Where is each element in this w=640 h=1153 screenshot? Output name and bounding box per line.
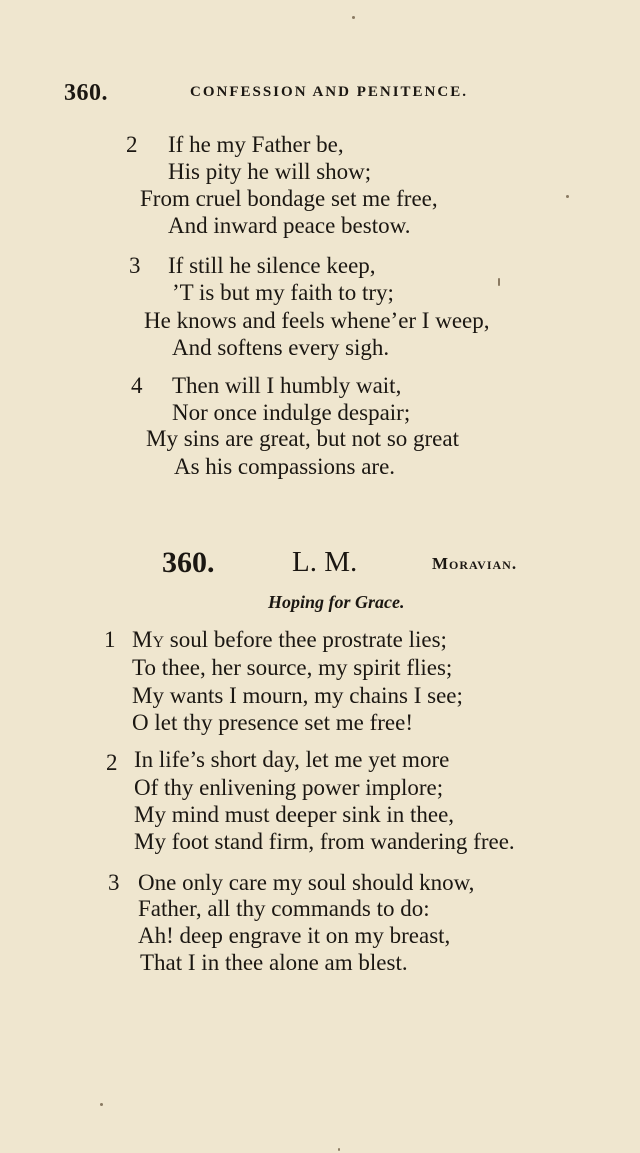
verse-line: To thee, her source, my spirit flies; [132, 655, 453, 680]
verse-line: Then will I humbly wait, [172, 373, 402, 398]
hymn-number: 360. [162, 546, 215, 579]
stanza-number: 1 [104, 627, 116, 652]
verse-line: My mind must deeper sink in thee, [134, 802, 455, 827]
running-title: CONFESSION AND PENITENCE. [190, 84, 468, 100]
stanza-number: 3 [108, 870, 120, 895]
verse-line: As his compassions are. [174, 454, 396, 479]
hymn-subtitle: Hoping for Grace. [268, 592, 405, 612]
verse-line: One only care my soul should know, [138, 870, 475, 895]
stanza-number: 4 [131, 373, 143, 398]
hymn-meter: L. M. [292, 546, 358, 578]
page-header [64, 80, 500, 110]
hymn-tune: Moravian. [432, 554, 518, 573]
verse-line: And inward peace bestow. [168, 213, 411, 238]
verse-line: My sins are great, but not so great [146, 426, 459, 451]
first-word: My [132, 627, 165, 652]
hymn-heading [0, 546, 640, 586]
verse-line-rest: soul before thee prostrate lies; [164, 627, 447, 652]
verse-line: Father, all thy commands to do: [138, 896, 430, 921]
verse-line: O let thy presence set me free! [132, 710, 413, 735]
verse-line: If still he silence keep, [168, 253, 376, 278]
stanza-number: 2 [126, 132, 138, 157]
verse-line: If he my Father be, [168, 132, 344, 157]
paper-speck [100, 1103, 103, 1106]
verse-line: Nor once indulge despair; [172, 400, 411, 425]
verse-line: Of thy enlivening power implore; [134, 775, 444, 800]
verse-line: From cruel bondage set me free, [140, 186, 438, 211]
verse-line: ’T is but my faith to try; [172, 280, 394, 305]
verse-line: And softens every sigh. [172, 335, 390, 360]
paper-speck [566, 195, 569, 198]
stanza-number: 2 [106, 750, 118, 775]
verse-line-1 [132, 626, 447, 653]
verse-line: His pity he will show; [168, 159, 372, 184]
verse-line: My wants I mourn, my chains I see; [132, 683, 463, 708]
paper-speck [352, 16, 355, 19]
verse-line: In life’s short day, let me yet more [134, 747, 450, 772]
stanza-number: 3 [129, 253, 141, 278]
verse-line: Ah! deep engrave it on my breast, [138, 923, 451, 948]
verse-line: He knows and feels whene’er I weep, [144, 308, 490, 333]
page-number: 360. [64, 80, 108, 106]
verse-line: My foot stand firm, from wandering free. [134, 829, 515, 854]
verse-line: That I in thee alone am blest. [140, 950, 408, 975]
paper-speck [498, 278, 500, 286]
paper-speck [338, 1148, 340, 1151]
